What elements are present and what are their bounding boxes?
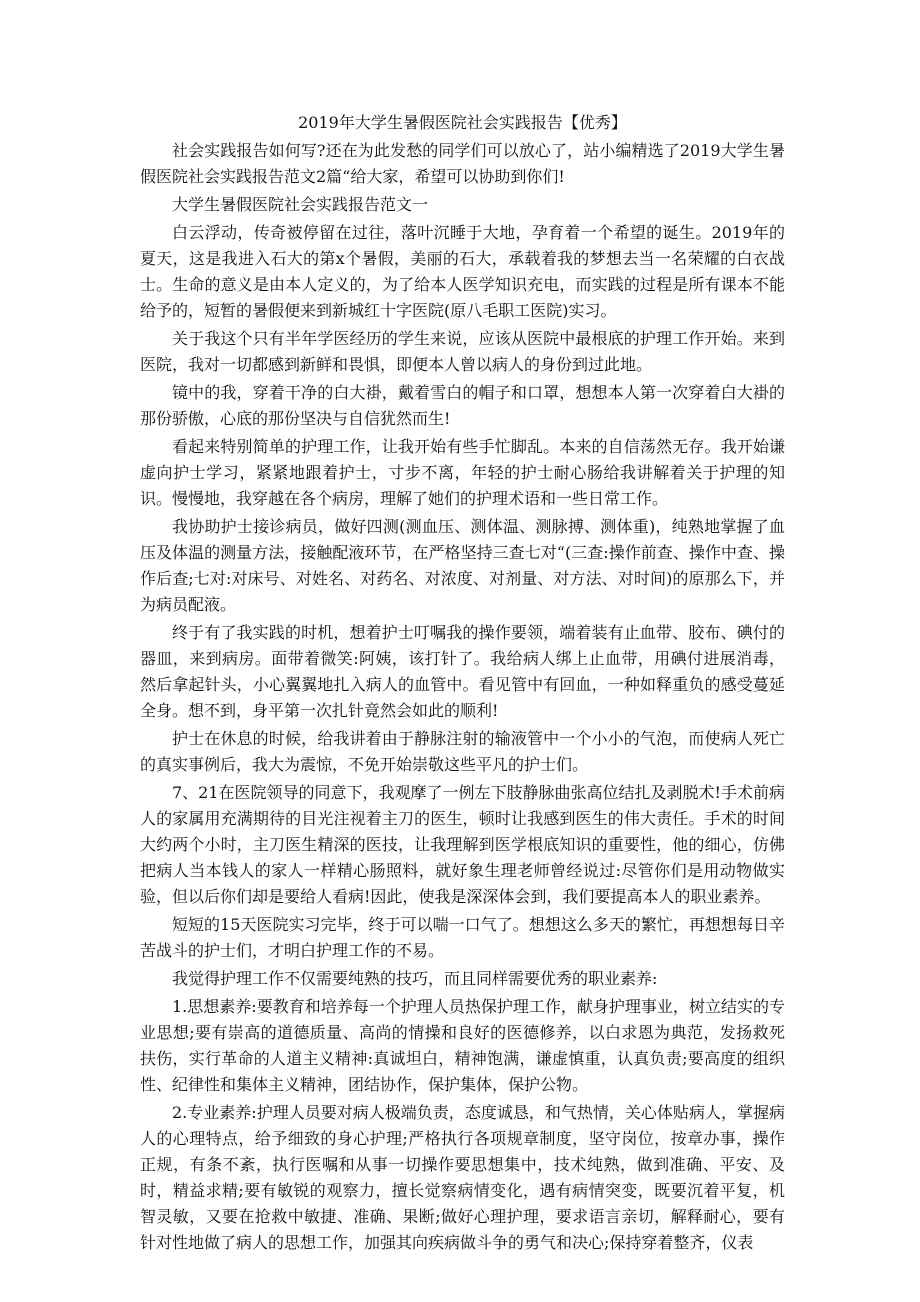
paragraph: 看起来特别简单的护理工作，让我开始有些手忙脚乱。本来的自信荡然无存。我开始谦虚向护士学习，紧紧地跟着护士，寸步不离，年轻的护士耐心肠给我讲解着关于护理的知识。慢慢地，我穿越在各个病房，理解了她们的护理术语和一些日常工作。 <box>140 437 785 508</box>
paragraph: 我觉得护理工作不仅需要纯熟的技巧，而且同样需要优秀的职业素养: <box>172 969 658 988</box>
paragraph: 7、21在医院领导的同意下，我观摩了一例左下肢静脉曲张高位结扎及剥脱术!手术前病人的家属用充满期待的目光注视着主刀的医生，顿时让我感到医生的伟大责任。手术的时间大约两个小时，主刀医生精深的医技，让我理解到医学根底知识的重要性，他的细心，仿佛把病人当本钱人的家人一样精心肠照料，就好象生理老师曾经说过:尽管你们是用动物做实验，但以后你们却是要给人看病!因此，使我是深深体会到，我们要提高本人的职业素养。 <box>140 783 785 906</box>
document-title: 2019年大学生暑假医院社会实践报告【优秀】 <box>298 113 627 132</box>
paragraph: 终于有了我实践的时机，想着护士叮嘱我的操作要领，端着装有止血带、胶布、碘付的器皿，来到病房。面带着微笑:阿姨，该打针了。我给病人绑上止血带，用碘付进展消毒，然后拿起针头，小心翼翼地扎入病人的血管中。看见管中有回血，一种如释重负的感受蔓延全身。想不到，身平第一次扎针竟然会如此的顺利! <box>140 623 785 720</box>
document-body <box>140 110 785 1258</box>
paragraph-intro: 社会实践报告如何写?还在为此发愁的同学们可以放心了，站小编精选了2019大学生暑假医院社会实践报告范文2篇“给大家，希望可以协助到你们! <box>140 141 785 186</box>
paragraph: 短短的15天医院实习完毕，终于可以喘一口气了。想想这么多天的繁忙，再想想每日辛苦战斗的护士们，才明白护理工作的不易。 <box>140 915 785 960</box>
paragraph: 我协助护士接诊病员，做好四测(测血压、测体温、测脉搏、测体重)，纯熟地掌握了血压及体温的测量方法，接触配液环节，在严格坚持三查七对“(三查:操作前查、操作中查、操作后查;七对:对床号、对姓名、对药名、对浓度、对剂量、对方法、对时间)的原那么下，并为病员配液。 <box>140 517 785 614</box>
paragraph: 护士在休息的时候，给我讲着由于静脉注射的输液管中一个小小的气泡，而使病人死亡的真实事例后，我大为震惊，不免开始崇敬这些平凡的护士们。 <box>140 729 785 774</box>
paragraph: 白云浮动，传奇被停留在过往，落叶沉睡于大地，孕育着一个希望的诞生。2019年的夏天，这是我进入石大的第x个暑假，美丽的石大，承载着我的梦想去当一名荣耀的白衣战士。生命的意义是由本人定义的，为了给本人医学知识充电，而实践的过程是所有课本不能给予的，短暂的暑假便来到新城红十字医院(原八毛职工医院)实习。 <box>140 223 785 320</box>
paragraph: 关于我这个只有半年学医经历的学生来说，应该从医院中最根底的护理工作开始。来到医院，我对一切都感到新鲜和畏惧，即便本人曾以病人的身份到过此地。 <box>140 329 785 374</box>
paragraph: 2.专业素养:护理人员要对病人极端负责，态度诚恳，和气热情，关心体贴病人，掌握病人的心理特点，给予细致的身心护理;严格执行各项规章制度，坚守岗位，按章办事，操作正规，有条不紊，执行医嘱和从事一切操作要思想集中，技术纯熟，做到准确、平安、及时，精益求精;要有敏锐的观察力，擅长觉察病情变化，遇有病情突变，既要沉着平复，机智灵敏，又要在抢救中敏捷、准确、果断;做好心理护理，要求语言亲切，解释耐心，要有针对性地做了病人的思想工作，加强其向疾病做斗争的勇气和决心;保持穿着整齐，仪表 <box>140 1103 785 1252</box>
paragraph-subheading: 大学生暑假医院社会实践报告范文一 <box>172 195 429 214</box>
paragraph: 1.思想素养:要教育和培养每一个护理人员热保护理工作，献身护理事业，树立结实的专业思想;要有崇高的道德质量、高尚的情操和良好的医德修养，以白求恩为典范，发扬救死扶伤，实行革命的人道主义精神:真诚坦白，精神饱满，谦虚慎重，认真负责;要高度的组织性、纪律性和集体主义精神，团结协作，保护集体，保护公物。 <box>140 997 785 1094</box>
paragraph: 镜中的我，穿着干净的白大褂，戴着雪白的帽子和口罩，想想本人第一次穿着白大褂的那份骄傲，心底的那份坚决与自信犹然而生! <box>140 383 785 428</box>
